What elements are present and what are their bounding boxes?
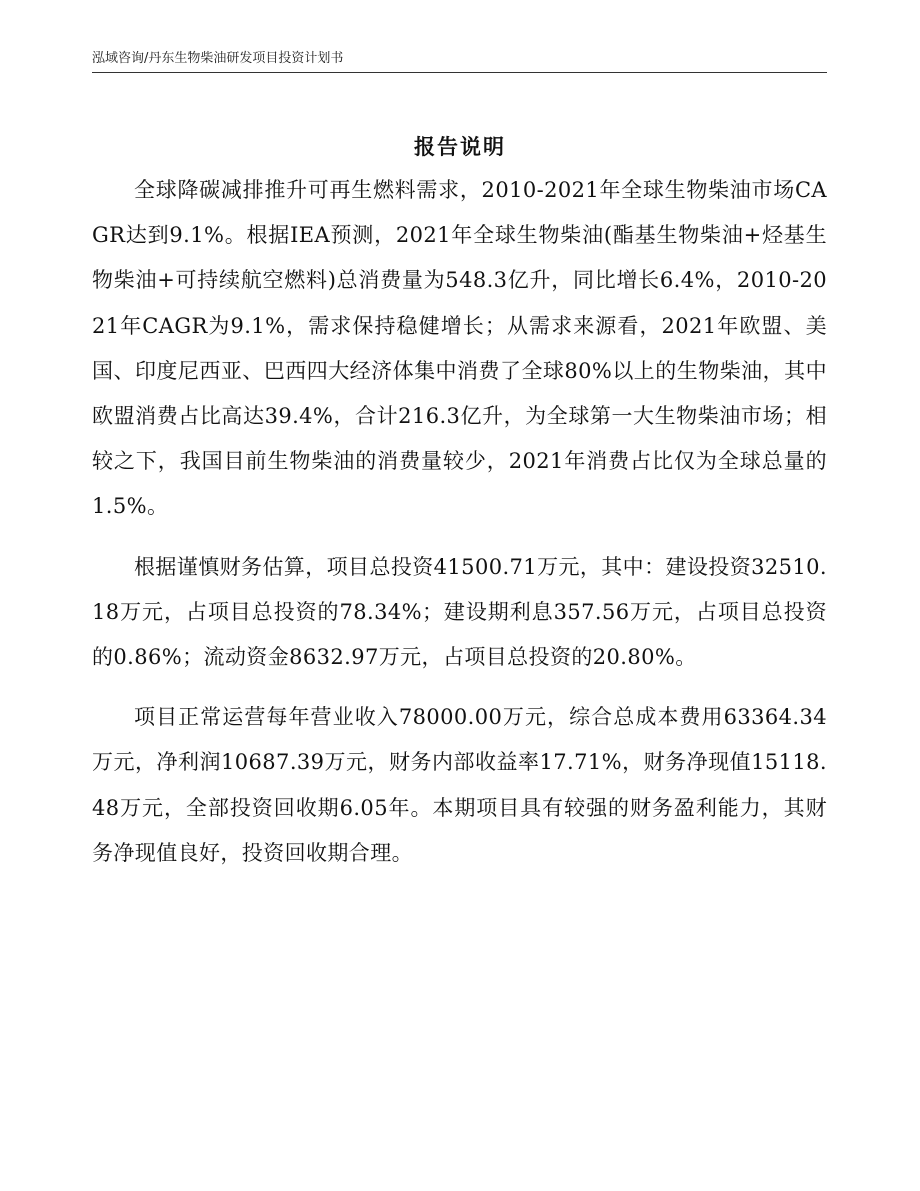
paragraph-investment-estimate: 根据谨慎财务估算，项目总投资41500.71万元，其中：建设投资32510.18万元，占项目总投资的78.34%；建设期利息357.56万元，占项目总投资的0.86%；流动资金8632.97万元，占项目总投资的20.80%。 <box>92 554 827 670</box>
running-header: 泓域咨询/丹东生物柴油研发项目投资计划书 <box>92 51 344 66</box>
page-title: 报告说明 <box>414 135 506 160</box>
header-divider <box>92 72 827 73</box>
report-body <box>92 168 827 876</box>
paragraph-market-demand: 全球降碳减排推升可再生燃料需求，2010-2021年全球生物柴油市场CAGR达到9.1%。根据IEA预测，2021年全球生物柴油(酯基生物柴油+烃基生物柴油+可持续航空燃料)总消费量为548.3亿升，同比增长6.4%，2010-2021年CAGR为9.1%，需求保持稳健增长；从需求来源看，2021年欧盟、美国、印度尼西亚、巴西四大经济体集中消费了全球80%以上的生物柴油，其中欧盟消费占比高达39.4%，合计216.3亿升，为全球第一大生物柴油市场；相较之下，我国目前生物柴油的消费量较少，2021年消费占比仅为全球总量的1.5%。 <box>92 178 827 519</box>
paragraph-financial-returns: 项目正常运营每年营业收入78000.00万元，综合总成本费用63364.34万元，净利润10687.39万元，财务内部收益率17.71%，财务净现值15118.48万元，全部投资回收期6.05年。本期项目具有较强的财务盈利能力，其财务净现值良好，投资回收期合理。 <box>92 705 827 865</box>
